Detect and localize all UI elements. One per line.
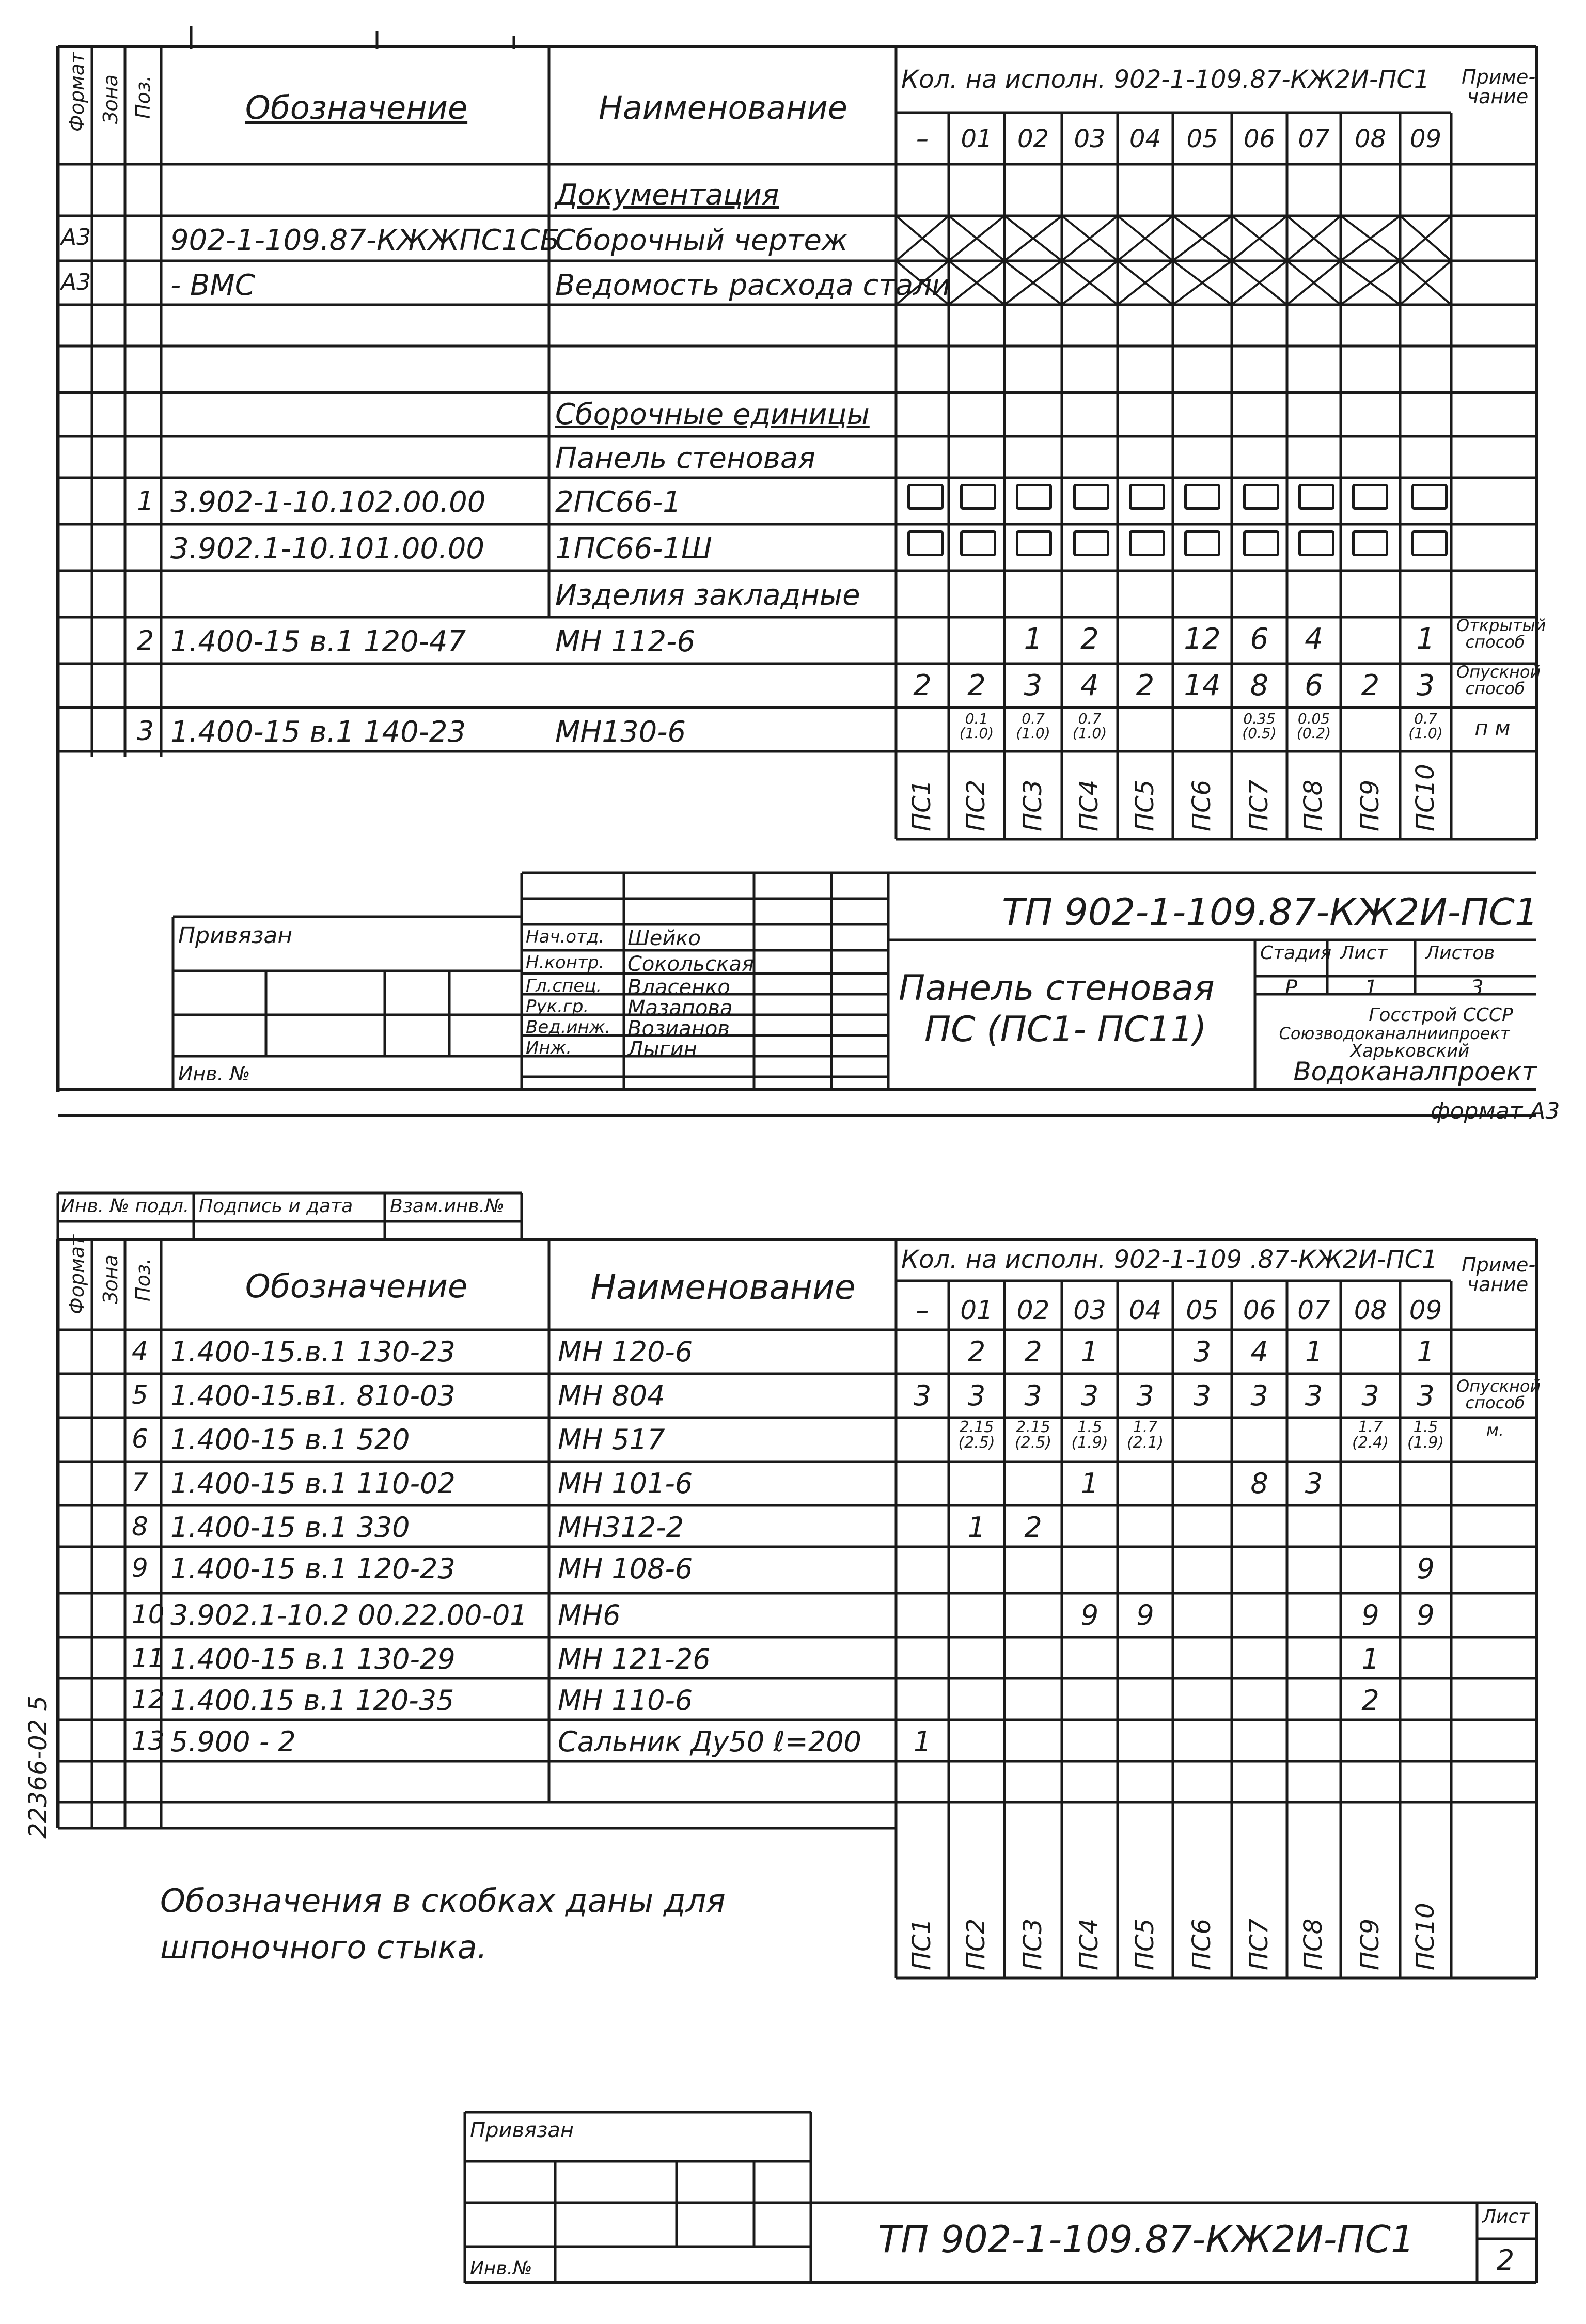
variant-number: 01 [961,124,993,153]
role-label: Нач.отд. [526,927,605,947]
row-name: МН 121-26 [558,1643,711,1675]
doc-code: ТП 902-1-109.87-КЖ2И-ПС1 [1002,890,1538,934]
variant-number: 02 [1017,124,1049,153]
variant-number: 05 [1186,1295,1219,1325]
variant-checkbox [1129,484,1165,510]
variant-number: 07 [1298,124,1330,153]
row-name: Изделия закладные [555,578,860,612]
header-zone: Зона [99,74,122,124]
qty-value: 4 [1080,669,1099,702]
header-note: Приме-чание [1462,66,1536,108]
header-designation: Обозначение [245,89,468,127]
row-designation: 3.902.1-10.101.00.00 [170,532,485,566]
qty-value: 8 [1250,669,1269,702]
variant-checkbox [1298,530,1334,556]
variant-number: 09 [1409,1295,1442,1325]
row-designation: 3.902-1-10.102.00.00 [170,485,486,519]
panel-label: ПС7 [1244,779,1274,831]
variant-number: 07 [1297,1295,1330,1325]
qty-value: 2 [1024,1336,1042,1368]
qty-value: 3 [1416,669,1435,702]
top-label: Подпись и дата [199,1196,353,1217]
qty-value: 2.15 (2.5) [1014,1418,1052,1452]
row-name: МН312-2 [558,1511,684,1544]
row-name: МН 101-6 [558,1467,693,1500]
panel-label: ПС6 [1187,779,1216,831]
qty-value: 3 [1417,1379,1435,1412]
person-name: Возианов [627,1017,730,1041]
qty-value: 1 [1305,1336,1323,1368]
qty-value-small: 0.7 (1.0) [1016,710,1050,742]
row-designation: 1.400-15.в.1 130-23 [170,1336,456,1368]
panel-label: ПС8 [1299,1918,1328,1970]
qty-value: 2 [967,669,986,702]
qty-value: 1.7 (2.4) [1352,1418,1389,1452]
qty-value: 9 [1080,1599,1099,1631]
row-position: 8 [132,1512,148,1542]
variant-number: 08 [1354,1295,1387,1325]
row-designation: 3.902.1-10.2 00.22.00-01 [170,1599,528,1631]
variant-number: – [916,1295,929,1325]
qty-value: 4 [1250,1336,1268,1368]
row-designation: 1.400-15 в.1 120-47 [170,625,466,658]
person-name: Лыгин [627,1038,697,1061]
variant-checkbox [1243,530,1279,556]
row-designation: 1.400-15 в.1 130-29 [170,1643,456,1675]
row-position: 10 [132,1599,165,1629]
variant-number: 01 [960,1295,993,1325]
row-position: 6 [132,1424,148,1454]
row-name: 1ПС66-1Ш [555,532,712,566]
panel-label: ПС2 [962,1918,991,1970]
qty-value: 1.7 (2.1) [1126,1418,1164,1452]
row-name: МН6 [558,1599,621,1631]
qty-value: 1.5 (1.9) [1407,1418,1444,1452]
note-unit: п м [1474,716,1511,740]
qty-value: 8 [1250,1467,1268,1500]
sheets-value: 3 [1470,976,1484,1000]
qty-value: 6 [1305,669,1323,702]
panel-label: ПС3 [1018,779,1047,831]
qty-value: 9 [1361,1599,1379,1631]
row-name: Панель стеновая [555,442,815,475]
variant-checkbox [1352,530,1388,556]
stage-label: Стадия [1260,943,1332,964]
org-line: Водоканалпроект [1293,1057,1537,1087]
header-format: Формат [66,1234,88,1314]
variant-checkbox [960,530,996,556]
variant-checkbox [1129,530,1165,556]
person-name: Власенко [627,976,730,999]
row-format: А3 [61,224,91,250]
org-line: Союзводоканалниипроект [1279,1024,1510,1043]
qty-value: 2 [913,669,932,702]
variant-number: 02 [1016,1295,1050,1325]
qty-value: 3 [1024,669,1043,702]
header-pos: Поз. [132,1258,154,1301]
row-name: МН 108-6 [558,1552,693,1585]
sheet-value: 2 [1496,2244,1515,2276]
role-label: Вед.инж. [526,1017,611,1038]
row-name: 2ПС66-1 [555,485,681,519]
format-label: формат А3 [1431,1098,1560,1124]
panel-label: ПС10 [1410,764,1440,831]
row-designation: 1.400.15 в.1 120-35 [170,1684,454,1717]
qty-value: 1 [1080,1467,1099,1500]
row-position: 2 [137,625,154,656]
row-designation: 1.400-15.в1. 810-03 [170,1379,456,1412]
header-zone: Зона [99,1254,122,1304]
top-label: Взам.инв.№ [390,1196,505,1217]
panel-label: ПС1 [907,1918,936,1970]
row-name: МН 120-6 [558,1336,693,1368]
variant-checkbox [907,484,944,510]
row-note: м. [1486,1420,1504,1440]
org-line: Харьковский [1350,1041,1470,1061]
qty-value: 12 [1184,622,1221,656]
row-name: МН 804 [558,1379,665,1412]
qty-value: 3 [1193,1379,1212,1412]
side-number: 22366-02 5 [24,1695,53,1839]
variant-checkbox [1016,530,1052,556]
variant-checkbox [1298,484,1334,510]
qty-value: 4 [1305,622,1323,656]
row-name: МН 112-6 [555,625,695,658]
header-format: Формат [66,52,88,132]
row-position: 1 [137,486,154,517]
qty-value: 3 [913,1379,932,1412]
qty-value: 3 [1361,1379,1379,1412]
qty-value: 2 [1136,669,1155,702]
row-designation: 5.900 - 2 [170,1725,296,1758]
panel-label: ПС10 [1410,1903,1440,1970]
variant-checkbox [1016,484,1052,510]
row-designation: 902-1-109.87-КЖЖПС1СБ [170,224,560,257]
doc-code: ТП 902-1-109.87-КЖ2И-ПС1 [878,2218,1415,2261]
qty-value: 1 [1080,1336,1099,1368]
variant-number: 06 [1243,124,1276,153]
variant-checkbox [960,484,996,510]
doc-title: ПС (ПС1- ПС11) [924,1009,1207,1050]
qty-value: 2 [1024,1511,1042,1544]
qty-value: 2 [1361,669,1380,702]
panel-label: ПС5 [1130,1918,1159,1970]
note-open-method: Открытый способ [1456,616,1546,652]
qty-value: 3 [1193,1336,1212,1368]
person-name: Мазапова [627,996,733,1020]
row-designation: 1.400-15 в.1 520 [170,1423,410,1456]
row-position: 4 [132,1336,148,1366]
qty-value: 1 [1024,622,1043,656]
inventory-label: Инв.№ [470,2258,532,2279]
footnote: Обозначения в скобках даны для [160,1882,726,1920]
row-position: 13 [132,1726,165,1756]
qty-value: 3 [967,1379,986,1412]
panel-label: ПС5 [1130,779,1159,831]
row-position: 12 [132,1685,165,1715]
row-name: Документация [555,178,779,212]
row-position: 7 [132,1468,148,1498]
row-name: МН 517 [558,1423,665,1456]
top-label: Инв. № подл. [61,1196,190,1217]
qty-value-small: 0.1 (1.0) [959,710,994,742]
row-name: МН130-6 [555,715,686,749]
row-designation: - ВМС [170,269,255,302]
role-label: Инж. [526,1038,572,1058]
row-name: Ведомость расхода стали [555,269,951,302]
qty-value-small: 0.35 (0.5) [1242,710,1277,742]
qty-value: 14 [1184,669,1221,702]
variant-checkbox [1243,484,1279,510]
variant-number: 04 [1129,124,1161,153]
panel-label: ПС3 [1018,1918,1047,1970]
qty-value: 2 [1361,1684,1379,1717]
qty-value: 3 [1305,1467,1323,1500]
panel-label: ПС4 [1075,1918,1104,1970]
variant-checkbox [1411,530,1448,556]
variant-checkbox [1184,530,1220,556]
panel-label: ПС7 [1244,1918,1274,1970]
row-position: 5 [132,1380,148,1410]
org-line: Госстрой СССР [1369,1004,1513,1026]
privyazan-label: Привязан [178,922,293,949]
person-name: Шейко [627,927,701,950]
header-designation: Обозначение [245,1267,468,1305]
qty-value: 2.15 (2.5) [958,1418,995,1452]
variant-number: 03 [1073,1295,1106,1325]
qty-value: 1 [1416,622,1435,656]
qty-value: 2 [1080,622,1099,656]
role-label: Н.контр. [526,952,605,973]
panel-label: ПС8 [1299,779,1328,831]
row-designation: 1.400-15 в.1 110-02 [170,1467,456,1500]
variant-checkbox [1411,484,1448,510]
variant-number: – [916,124,929,153]
qty-value: 3 [1305,1379,1323,1412]
row-format: А3 [61,269,91,295]
panel-label: ПС9 [1355,779,1385,831]
panel-label: ПС6 [1187,1918,1216,1970]
doc-title: Панель стеновая [899,968,1215,1009]
note-lower-method: Опускной способ [1456,662,1541,698]
header-pos: Поз. [132,75,154,119]
sheet-value: 1 [1364,976,1378,1000]
sheets-label: Листов [1425,943,1495,964]
variant-number: 09 [1409,124,1442,153]
sheet-label: Лист [1340,943,1388,964]
header-qty-title: Кол. на исполн. 902-1-109 .87-КЖ2И-ПС1 [901,1245,1438,1274]
variant-checkbox [907,530,944,556]
qty-value: 3 [1024,1379,1042,1412]
qty-value-small: 0.7 (1.0) [1072,710,1107,742]
qty-value: 3 [1250,1379,1268,1412]
row-position: 11 [132,1643,165,1673]
variant-number: 04 [1128,1295,1162,1325]
role-label: Гл.спец. [526,976,602,996]
sheet-label: Лист [1482,2206,1530,2227]
qty-value: 2 [967,1336,986,1368]
qty-value-small: 0.7 (1.0) [1408,710,1443,742]
qty-value: 1 [967,1511,986,1544]
qty-value-small: 0.05 (0.2) [1296,710,1331,742]
qty-value: 9 [1417,1552,1435,1585]
privyazan-label: Привязан [470,2118,574,2142]
qty-value: 9 [1417,1599,1435,1631]
variant-number: 06 [1243,1295,1276,1325]
row-position: 3 [137,716,154,747]
row-position: 9 [132,1553,148,1583]
variant-checkbox [1352,484,1388,510]
qty-value: 9 [1136,1599,1154,1631]
qty-value: 1 [1417,1336,1435,1368]
qty-value: 1 [913,1725,932,1758]
qty-value: 3 [1080,1379,1099,1412]
footnote: шпоночного стыка. [160,1928,488,1966]
person-name: Сокольская [627,952,754,976]
panel-label: ПС2 [962,779,991,831]
inventory-label: Инв. № [178,1062,250,1085]
variant-checkbox [1073,530,1109,556]
header-name: Наименование [599,89,847,127]
variant-number: 05 [1186,124,1218,153]
variant-checkbox [1184,484,1220,510]
row-name: Сборочные единицы [555,398,870,431]
qty-value: 3 [1136,1379,1154,1412]
role-label: Рук.гр. [526,996,589,1017]
stage-value: Р [1284,976,1298,1000]
variant-checkbox [1073,484,1109,510]
qty-value: 1 [1361,1643,1379,1675]
header-note: Приме-чание [1462,1253,1536,1296]
row-name: Сборочный чертеж [555,224,848,257]
row-designation: 1.400-15 в.1 120-23 [170,1552,456,1585]
panel-label: ПС1 [907,779,936,831]
panel-label: ПС9 [1355,1918,1385,1970]
header-qty-title: Кол. на исполн. 902-1-109.87-КЖ2И-ПС1 [901,65,1430,94]
row-designation: 1.400-15 в.1 330 [170,1511,410,1544]
row-designation: 1.400-15 в.1 140-23 [170,715,466,749]
variant-number: 03 [1074,124,1106,153]
header-name: Наименование [590,1267,856,1307]
panel-label: ПС4 [1075,779,1104,831]
qty-value: 1.5 (1.9) [1071,1418,1108,1452]
row-note: Опускной способ [1456,1376,1541,1412]
row-name: Сальник Ду50 ℓ=200 [558,1725,861,1758]
qty-value: 6 [1250,622,1269,656]
variant-number: 08 [1354,124,1387,153]
row-name: МН 110-6 [558,1684,693,1717]
